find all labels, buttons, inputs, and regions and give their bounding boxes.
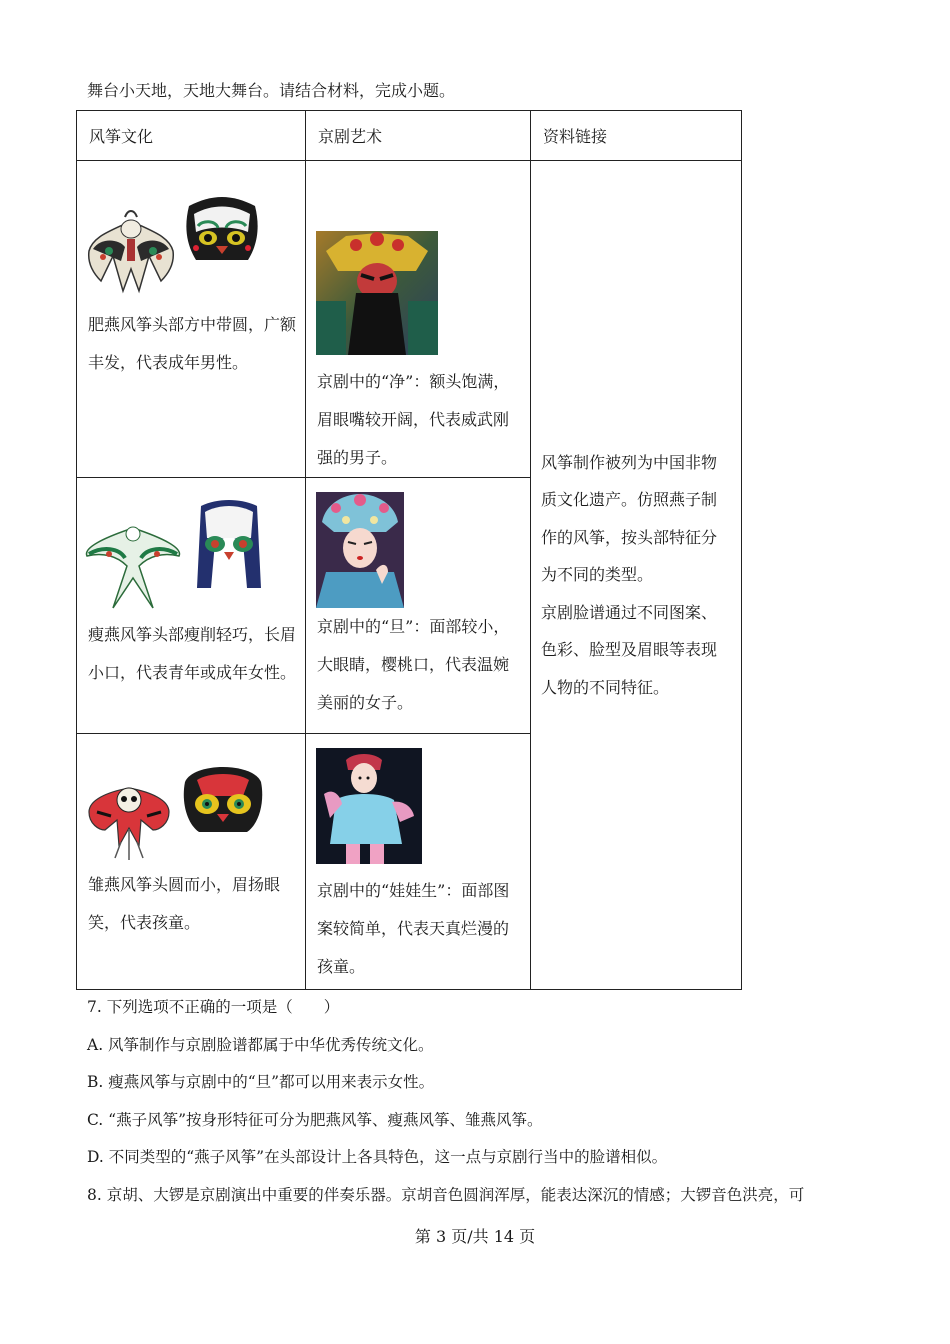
opera-cell-wawasheng [306, 734, 531, 990]
page-footer: 第 3 页/共 14 页 [414, 1227, 536, 1246]
kite-cell-young-swallow [77, 734, 306, 990]
reference-paragraph-kite: 风筝制作被列为中国非物质文化遗产。仿照燕子制作的风筝，按头部特征分为不同的类型。 [541, 452, 718, 585]
opera-cell-dan [306, 478, 531, 734]
opera-description: 京剧中的“旦”：面部较小，大眼睛，樱桃口，代表温婉美丽的女子。 [317, 617, 510, 712]
question-7-option-a: A. 风筝制作与京剧脸谱都属于中华优秀传统文化。 [87, 1036, 434, 1054]
jing-role-photo [316, 231, 438, 355]
kite-description: 肥燕风筝头部方中带圆，广额丰发，代表成年男性。 [88, 315, 297, 372]
header-kite-culture: 风筝文化 [77, 111, 306, 161]
material-table [76, 110, 742, 990]
question-7-option-c: C. “燕子风筝”按身形特征可分为肥燕风筝、瘦燕风筝、雏燕风筝。 [87, 1111, 543, 1129]
reference-paragraph-opera: 京剧脸谱通过不同图案、色彩、脸型及眉眼等表现人物的不同特征。 [541, 602, 718, 697]
young-swallow-kite-image [77, 734, 297, 866]
opera-description: 京剧中的“净”：额头饱满，眉眼嘴较开阔，代表威武刚强的男子。 [317, 372, 510, 467]
question-7-option-b: B. 瘦燕风筝与京剧中的“旦”都可以用来表示女性。 [87, 1073, 435, 1091]
wawasheng-role-photo [316, 748, 422, 864]
question-7-option-d: D. 不同类型的“燕子风筝”在头部设计上各具特色，这一点与京剧行当中的脸谱相似。 [87, 1148, 668, 1166]
intro-text: 舞台小天地，天地大舞台。请结合材料，完成小题。 [87, 81, 456, 100]
kite-images [77, 478, 305, 616]
reference-cell [531, 161, 742, 990]
header-opera-art: 京剧艺术 [306, 111, 531, 161]
thin-swallow-kite-image [77, 478, 297, 616]
kite-description: 雏燕风筝头圆而小，眉扬眼笑，代表孩童。 [88, 875, 281, 932]
opera-description: 京剧中的“娃娃生”：面部图案较简单，代表天真烂漫的孩童。 [317, 881, 510, 976]
question-8-stem: 8. 京胡、大锣是京剧演出中重要的伴奏乐器。京胡音色圆润浑厚，能表达深沉的情感；大锣音色洪亮，可 [87, 1186, 805, 1204]
dan-role-photo [316, 492, 404, 608]
kite-cell-thin-swallow [77, 478, 306, 734]
kite-cell-fat-swallow [77, 161, 306, 478]
table-row [77, 161, 742, 478]
kite-description: 瘦燕风筝头部瘦削轻巧，长眉小口，代表青年或成年女性。 [88, 625, 297, 682]
kite-images [77, 734, 305, 866]
table-header-row [77, 111, 742, 161]
fat-swallow-kite-image [77, 161, 297, 306]
kite-images [77, 161, 305, 306]
opera-cell-jing [306, 161, 531, 478]
question-7-stem: 7. 下列选项不正确的一项是（ ） [87, 998, 340, 1016]
header-reference: 资料链接 [531, 111, 742, 161]
